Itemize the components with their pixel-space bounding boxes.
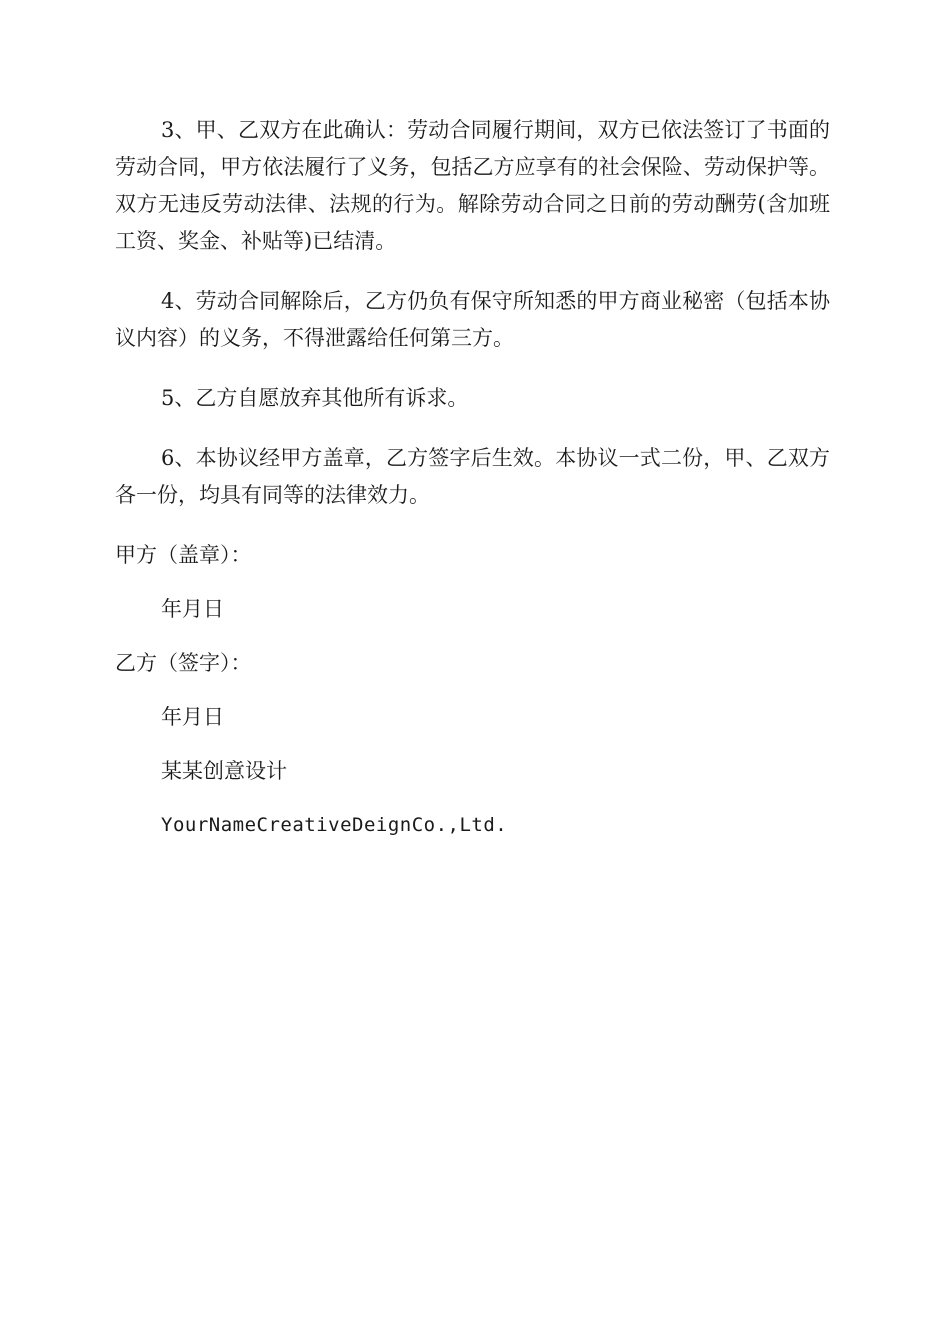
party-a-date: 年月日: [161, 597, 224, 621]
clause-6: 6、本协议经甲方盖章，乙方签字后生效。本协议一式二份，甲、乙双方各一份，均具有同等的法律效力。: [115, 446, 830, 507]
party-a-stamp-label: 甲方（盖章）：: [115, 543, 252, 567]
clause-5: 5、乙方自愿放弃其他所有诉求。: [161, 386, 469, 410]
clause-3: 3、甲、乙双方在此确认：劳动合同履行期间，双方已依法签订了书面的劳动合同，甲方依法履行了义务，包括乙方应享有的社会保险、劳动保护等。双方无违反劳动法律、法规的行为。解除劳动合同之日前的劳动酬劳(含加班工资、奖金、补贴等)已结清。: [115, 118, 830, 253]
document-body: [115, 112, 830, 861]
company-name-cn: 某某创意设计: [161, 759, 287, 783]
party-b-signature-label: 乙方（签字）：: [115, 651, 252, 675]
clause-4: 4、劳动合同解除后，乙方仍负有保守所知悉的甲方商业秘密（包括本协议内容）的义务，不得泄露给任何第三方。: [115, 289, 830, 350]
company-name-en: YourNameCreativeDeignCo.,Ltd.: [161, 814, 508, 836]
party-b-date: 年月日: [161, 705, 224, 729]
